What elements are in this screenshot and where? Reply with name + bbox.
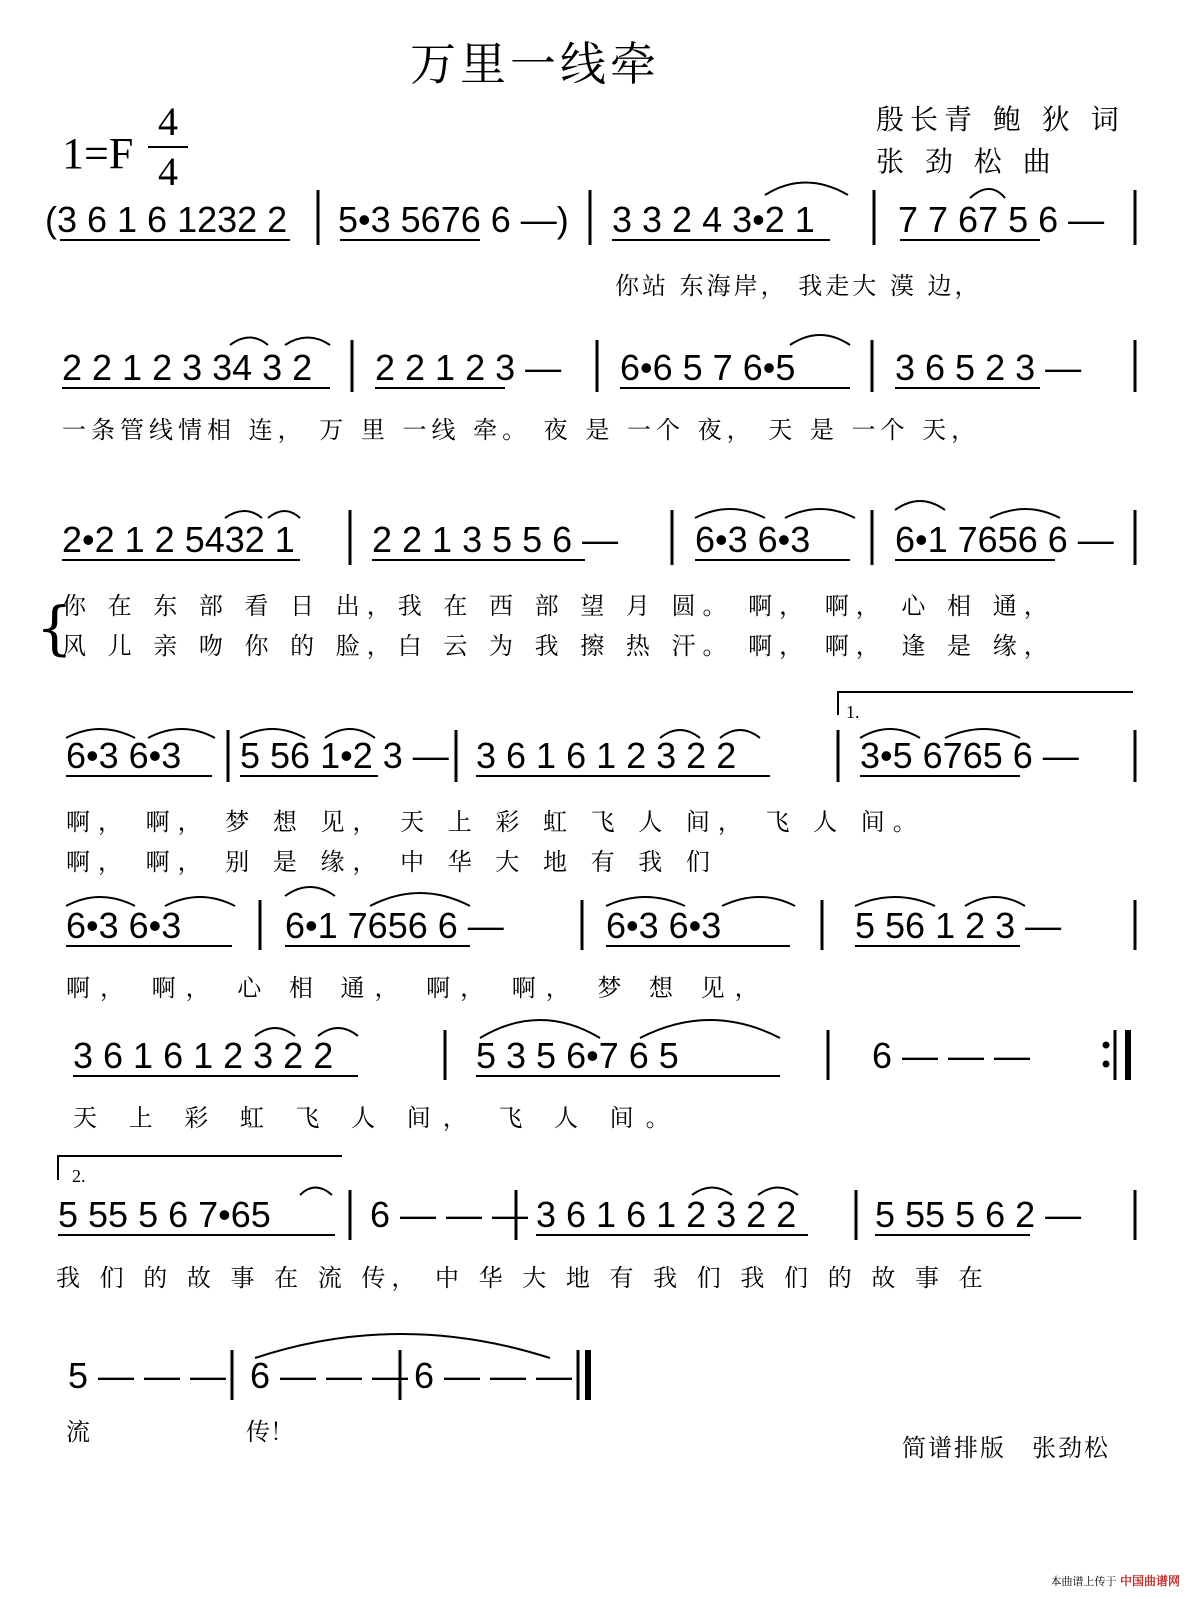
svg-text:6•6 5 7 6•5: 6•6 5 7 6•5 xyxy=(620,347,796,388)
lyrics-line-2: 一条管线情相 连， 万 里 一线 牵。 夜 是 一个 夜， 天 是 一个 天， xyxy=(62,416,981,444)
lyrics-line-4-verse-2: 啊， 啊， 别 是 缘， 中 华 大 地 有 我 们 xyxy=(66,848,718,876)
lyrics-line-5: 啊， 啊， 心 相 通， 啊， 啊， 梦 想 见， xyxy=(66,974,769,1002)
svg-text:6•3 6•3: 6•3 6•3 xyxy=(606,905,722,946)
svg-text:2 2 1 2 3 34 3 2: 2 2 1 2 3 34 3 2 xyxy=(62,347,313,388)
composer-credit: 张 劲 松 曲 xyxy=(876,145,1057,178)
lyrics-line-8-start: 流 xyxy=(66,1418,90,1446)
lyrics-line-3-verse-2: 风 儿 亲 吻 你 的 脸，白 云 为 我 擦 热 汗。 啊， 啊， 逢 是 缘， xyxy=(62,632,1055,660)
key-signature: 1=F xyxy=(62,129,134,178)
site-brand: 中国曲谱网 xyxy=(1119,1574,1180,1588)
time-signature-top: 4 xyxy=(158,99,178,144)
svg-text:7 7 67 5 6 —: 7 7 67 5 6 — xyxy=(898,199,1105,240)
volta-1-label: 1. xyxy=(846,702,860,722)
svg-text:2•2 1 2 5432 1: 2•2 1 2 5432 1 xyxy=(62,519,295,560)
svg-text:5•3 5676 6 —): 5•3 5676 6 —) xyxy=(338,199,569,240)
svg-text:3 6 5 2 3 —: 3 6 5 2 3 — xyxy=(895,347,1082,388)
time-signature-bottom: 4 xyxy=(158,149,178,194)
svg-text:(3 6 1 6 1232 2: (3 6 1 6 1232 2 xyxy=(45,199,288,240)
svg-text:2 2 1 3 5 5 6 —: 2 2 1 3 5 5 6 — xyxy=(372,519,619,560)
svg-text:2 2 1 2 3 —: 2 2 1 2 3 — xyxy=(375,347,562,388)
svg-text:5 55 5 6 7•65: 5 55 5 6 7•65 xyxy=(58,1194,271,1235)
lyrics-line-1: 你站 东海岸， 我走大 漠 边， xyxy=(615,272,982,300)
svg-text:5 56 1•2 3 —: 5 56 1•2 3 — xyxy=(240,735,449,776)
svg-text:6 — — —: 6 — — — xyxy=(370,1194,529,1235)
lyrics-line-8-end: 传！ xyxy=(246,1418,294,1446)
svg-text:6 — — —: 6 — — — xyxy=(250,1355,409,1396)
volta-2-label: 2. xyxy=(72,1166,86,1186)
svg-text:3•5 6765 6 —: 3•5 6765 6 — xyxy=(860,735,1079,776)
svg-text:5 3 5 6•7 6 5: 5 3 5 6•7 6 5 xyxy=(476,1035,679,1076)
svg-text:5 55 5 6 2 —: 5 55 5 6 2 — xyxy=(875,1194,1082,1235)
lyrics-line-7: 我 们 的 故 事 在 流 传， 中 华 大 地 有 我 们 我 们 的 故 事 在 xyxy=(56,1264,989,1292)
svg-text:6•1 7656 6 —: 6•1 7656 6 — xyxy=(895,519,1114,560)
svg-text:3 6 1 6 1 2 3 2 2: 3 6 1 6 1 2 3 2 2 xyxy=(476,735,737,776)
svg-text:6•3 6•3: 6•3 6•3 xyxy=(66,905,182,946)
svg-text:6•1 7656 6 —: 6•1 7656 6 — xyxy=(285,905,504,946)
svg-text:5 — — —: 5 — — — xyxy=(68,1355,227,1396)
site-prefix: 本曲谱上传于 xyxy=(1050,1575,1117,1588)
svg-text:3 6 1 6 1 2 3 2 2: 3 6 1 6 1 2 3 2 2 xyxy=(73,1035,334,1076)
svg-text:6 — — —: 6 — — — xyxy=(414,1355,573,1396)
lyrics-line-6: 天 上 彩 虹 飞 人 间， 飞 人 间。 xyxy=(73,1104,682,1132)
site-watermark xyxy=(1050,1572,1180,1589)
arranger-credit: 简谱排版 张劲松 xyxy=(902,1434,1110,1462)
svg-text:5 56 1 2 3 —: 5 56 1 2 3 — xyxy=(855,905,1062,946)
svg-text:6•3 6•3: 6•3 6•3 xyxy=(66,735,182,776)
svg-text:3 3 2 4 3•2 1: 3 3 2 4 3•2 1 xyxy=(612,199,815,240)
verse-brace: { xyxy=(36,594,73,662)
svg-text:6 — — —: 6 — — — xyxy=(872,1035,1031,1076)
lyricist-credit: 殷长青 鲍 狄 词 xyxy=(876,103,1125,136)
svg-text:6•3 6•3: 6•3 6•3 xyxy=(695,519,811,560)
lyrics-line-4-verse-1: 啊， 啊， 梦 想 见， 天 上 彩 虹 飞 人 间， 飞 人 间。 xyxy=(66,808,925,836)
svg-text:3 6 1 6 1 2 3 2 2: 3 6 1 6 1 2 3 2 2 xyxy=(536,1194,797,1235)
lyrics-line-3-verse-1: 你 在 东 部 看 日 出，我 在 西 部 望 月 圆。 啊， 啊， 心 相 通， xyxy=(62,592,1055,620)
song-title: 万里一线牵 xyxy=(410,37,660,91)
